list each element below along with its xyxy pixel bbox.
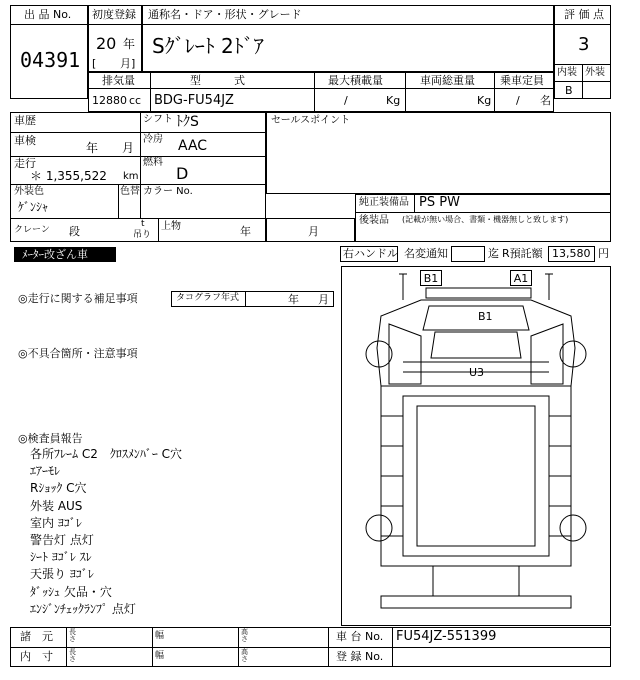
dims-label: 内 寸 <box>20 650 53 663</box>
cab-roof <box>431 332 521 358</box>
displacement-unit: cc <box>129 94 142 107</box>
tachograph-label: タコグラフ年式 <box>176 293 240 303</box>
wheel-rear-left <box>366 515 392 541</box>
grade-value: 3 <box>578 34 590 55</box>
driving-notes-label: ◎走行に関する補足事項 <box>18 292 138 305</box>
inspector-line: 各所ﾌﾚｰﾑ C2 ｸﾛｽﾒﾝﾊﾞｰ C穴 <box>30 447 183 461</box>
model-name: Sｸﾞﾚｰﾄ 2ﾄﾞｱ <box>152 34 264 58</box>
name-change-field <box>451 246 485 262</box>
tachograph-year: 年 <box>288 293 299 306</box>
mark-b1-cab: B1 <box>478 310 493 323</box>
history-label: 車歴 <box>14 114 36 127</box>
equipment-label: 純正装備品 <box>359 197 409 208</box>
inspector-line: ｼｰﾄ ﾖｺﾞﾚ ｽﾚ <box>30 550 92 565</box>
wheel-rear-right <box>560 515 586 541</box>
right-hand-label: 右ハンドル <box>343 247 398 260</box>
displacement-value: 12880 <box>92 94 127 107</box>
color-no-label: カラー No. <box>143 186 193 197</box>
color-label: 外装色 <box>14 186 44 197</box>
model-code: BDG-FU54JZ <box>154 93 234 108</box>
meter-tamper-badge: ﾒｰﾀｰ改ざん車 <box>14 247 116 262</box>
cargo-floor <box>417 406 535 546</box>
height-label-2: 高さ <box>241 648 248 663</box>
cargo-inner <box>403 396 549 556</box>
cab-door-right <box>531 324 563 384</box>
inspector-line: 警告灯 点灯 <box>30 533 94 547</box>
exterior-label: 外装 <box>585 67 605 78</box>
selling-points-label: セールスポイント <box>271 115 351 126</box>
mark-u3: U3 <box>469 366 485 379</box>
max-load-value: / <box>344 94 348 107</box>
inspection-year-unit: 年 <box>86 141 99 155</box>
specs-label: 諸 元 <box>20 630 53 643</box>
grade-label: 評 価 点 <box>564 8 604 21</box>
inspection-month-unit: 月 <box>122 141 135 155</box>
lot-label: 出 品 No. <box>24 8 72 21</box>
mirror-left <box>399 274 407 300</box>
max-load-unit: Kg <box>386 94 401 107</box>
shift-label: シフト <box>143 114 173 125</box>
gross-weight-label: 車両総重量 <box>420 74 475 87</box>
aftermarket-label: 後装品 <box>359 215 389 226</box>
inspector-line: ｴﾝｼﾞﾝﾁｪｯｸﾗﾝﾌﾟ 点灯 <box>30 601 136 616</box>
interior-label: 内装 <box>557 67 577 78</box>
length-label-1: 長さ <box>69 628 76 643</box>
rear-gate <box>381 596 571 608</box>
month-unit: 月] <box>120 57 136 70</box>
width-label-1: 幅 <box>155 631 165 641</box>
inspector-line: 室内 ﾖｺﾞﾚ <box>30 515 82 530</box>
r-unit: 円 <box>598 247 609 260</box>
defects-label: ◎不具合箇所・注意事項 <box>18 347 138 360</box>
upper-label: 上物 <box>161 221 181 232</box>
height-label-1: 高さ <box>241 628 248 643</box>
mileage-unit: km <box>123 171 139 182</box>
aftermarket-note: (記載が無い場合、書類・機器無しと致します) <box>402 215 569 224</box>
month-open: [ <box>92 57 97 70</box>
inspector-line: 天張り ﾖｺﾞﾚ <box>30 567 94 582</box>
max-load-label: 最大積載量 <box>328 74 383 87</box>
shift-value: ﾄｸS <box>176 114 199 130</box>
upper-month-unit: 月 <box>308 225 319 238</box>
year-unit: 年 <box>123 37 136 51</box>
model-name-label: 通称名・ドア・形状・グレード <box>148 8 302 21</box>
windshield <box>423 306 529 330</box>
ac-label: 冷房 <box>143 134 163 145</box>
name-change-label: 名変通知 <box>404 247 448 260</box>
color-value: ｹﾞﾝｼｬ <box>18 200 49 214</box>
model-code-label: 型 式 <box>190 74 245 87</box>
interior-value: B <box>565 84 573 97</box>
mileage-value: ＊ 1,355,522 <box>30 169 107 183</box>
chassis-label: 車 台 No. <box>336 630 384 643</box>
capacity-label: 乗車定員 <box>500 74 544 87</box>
mark-b1-left: B1 <box>420 270 442 286</box>
truck-diagram <box>341 266 611 626</box>
inspector-line: ﾀﾞｯｼｭ 欠品・穴 <box>30 584 112 599</box>
inspector-line: 外装 AUS <box>30 498 83 513</box>
rear-bumper <box>433 566 519 596</box>
ac-value: AAC <box>178 138 208 154</box>
mileage-label: 走行 <box>14 157 36 170</box>
displacement-label: 排気量 <box>102 74 135 87</box>
fuel-label: 燃料 <box>143 157 163 168</box>
crane-stage: 段 <box>69 225 80 238</box>
mirror-right <box>545 274 553 300</box>
first-reg-label: 初度登録 <box>92 8 136 21</box>
equipment-value: PS PW <box>419 195 460 210</box>
r-distance-label: R預託額 <box>502 247 543 260</box>
r-distance-value: 13,580 <box>552 247 591 260</box>
inspector-line: ｴｱｰﾓﾚ <box>30 464 61 479</box>
fuel-value: D <box>176 164 189 183</box>
cargo-ribs <box>381 416 571 536</box>
inspector-label: ◎検査員報告 <box>18 432 83 445</box>
capacity-unit: 名 <box>540 94 551 107</box>
capacity-value: / <box>516 94 520 107</box>
color-code-label: 色替 <box>120 186 140 197</box>
lot-number: 04391 <box>20 48 81 72</box>
front-bumper-outline <box>426 288 531 298</box>
cargo-body <box>381 386 571 566</box>
inspection-label: 車検 <box>14 134 36 147</box>
crane-ton-top: t <box>141 219 145 229</box>
upper-year-unit: 年 <box>240 225 251 238</box>
crane-ton-bottom: 吊り <box>133 230 152 240</box>
width-label-2: 幅 <box>155 651 165 661</box>
gross-weight-unit: Kg <box>477 94 492 107</box>
crane-label: クレーン <box>14 225 50 235</box>
inspector-line: Rｼｮｯｸ C穴 <box>30 481 87 496</box>
tracker-label: 迄 <box>488 247 499 260</box>
length-label-2: 長さ <box>69 648 76 663</box>
mark-a1: A1 <box>510 270 532 286</box>
first-reg-year: 20 <box>96 34 117 53</box>
cab-door-left <box>389 324 421 384</box>
chassis-value: FU54JZ-551399 <box>396 629 497 644</box>
tachograph-month: 月 <box>318 293 329 306</box>
reg-label: 登 録 No. <box>336 650 384 663</box>
